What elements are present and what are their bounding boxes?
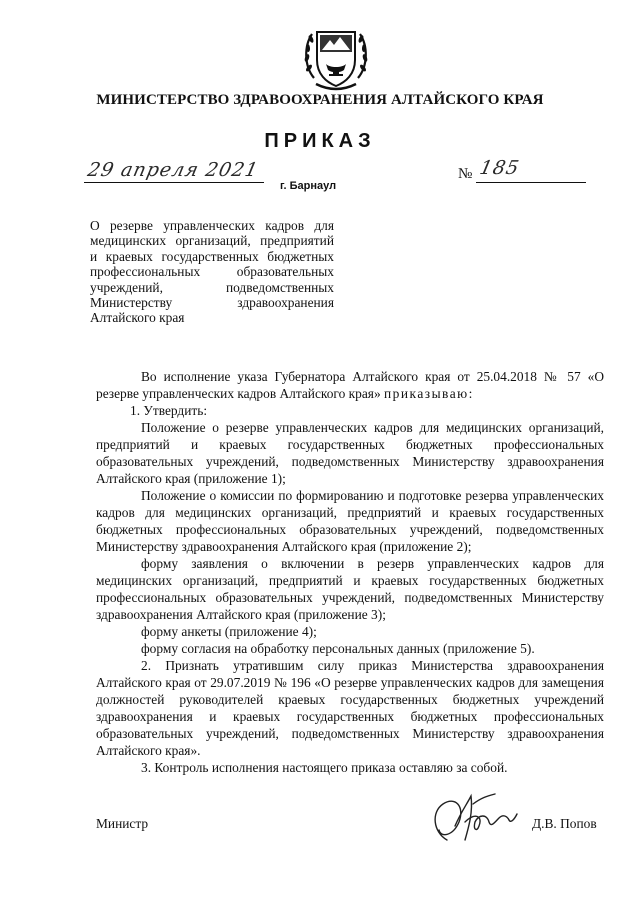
subject-line: Министерству здравоохранения <box>90 295 334 311</box>
number-underline <box>476 182 586 183</box>
order-subject <box>90 218 334 326</box>
subject-line: О резерве управленческих кадров для <box>90 218 334 233</box>
item-2-paragraph: 2. Признать утратившим силу приказ Министерства здравоохранения Алтайского края от 29.07.2019 № 196 «О резерве управленческих кадров для замещения должностей руководителей краевых государственных бюджетных учреждений здравоохранения и краевых государственных бюджетных профессиональных образовательных учреждений, подведомственных Министерству здравоохранения Алтайского края». <box>96 658 604 758</box>
intro-text: Во исполнение указа Губернатора Алтайского края от 25.04.2018 № 57 «О резерве управленческих кадров Алтайского края» <box>96 369 604 401</box>
signer-position: Министр <box>96 816 149 831</box>
subject-line: учреждений, подведомственных <box>90 279 334 295</box>
number-label: № <box>458 166 473 182</box>
order-body <box>96 368 604 776</box>
date-underline <box>84 182 264 183</box>
city-label: г. Барнаул <box>280 180 337 192</box>
item-1-heading: 1. Утвердить: <box>130 403 208 418</box>
item-1-paragraph-5: форму согласия на обработку персональных данных (приложение 5). <box>141 641 535 656</box>
subject-line: Алтайского края <box>90 310 185 326</box>
subject-line: и краевых государственных бюджетных <box>90 248 334 264</box>
handwritten-number: 185 <box>477 157 522 179</box>
signer-name: Д.В. Попов <box>532 816 597 831</box>
item-1-paragraph-1: Положение о резерве управленческих кадров для медицинских организаций, предприятий и краевых государственных бюджетных профессиональных образовательных учреждений, подведомственных Министерству здравоохранения Алтайского края (приложение 1); <box>96 420 604 486</box>
item-1-paragraph-2: Положение о комиссии по формированию и подготовке резерва управленческих кадров для медицинских организаций, предприятий и краевых государственных бюджетных профессиональных образовательных учреждений, подведомственных Министерству здравоохранения Алтайского края (приложение 2); <box>96 488 604 554</box>
document-type-title: ПРИКАЗ <box>264 130 376 152</box>
item-1-paragraph-3: форму заявления о включении в резерв управленческих кадров для медицинских организаций, предприятий и краевых государственных бюджетных профессиональных образовательных учреждений, подведомственных Министерству здравоохранения Алтайского края (приложение 3); <box>96 556 604 622</box>
item-3-paragraph: 3. Контроль исполнения настоящего приказа оставляю за собой. <box>141 760 508 775</box>
item-1-paragraph-4: форму анкеты (приложение 4); <box>141 624 317 639</box>
subject-line: медицинских организаций, предприятий <box>90 233 334 249</box>
ministry-title: МИНИСТЕРСТВО ЗДРАВООХРАНЕНИЯ АЛТАЙСКОГО КРАЯ <box>96 92 544 108</box>
order-word: приказываю: <box>384 386 474 401</box>
handwritten-date: 29 апреля 2021 <box>85 159 261 181</box>
intro-paragraph <box>96 368 604 402</box>
coat-of-arms-icon <box>300 18 372 94</box>
subject-line: профессиональных образовательных <box>90 264 334 280</box>
handwritten-signature-icon <box>425 782 521 850</box>
